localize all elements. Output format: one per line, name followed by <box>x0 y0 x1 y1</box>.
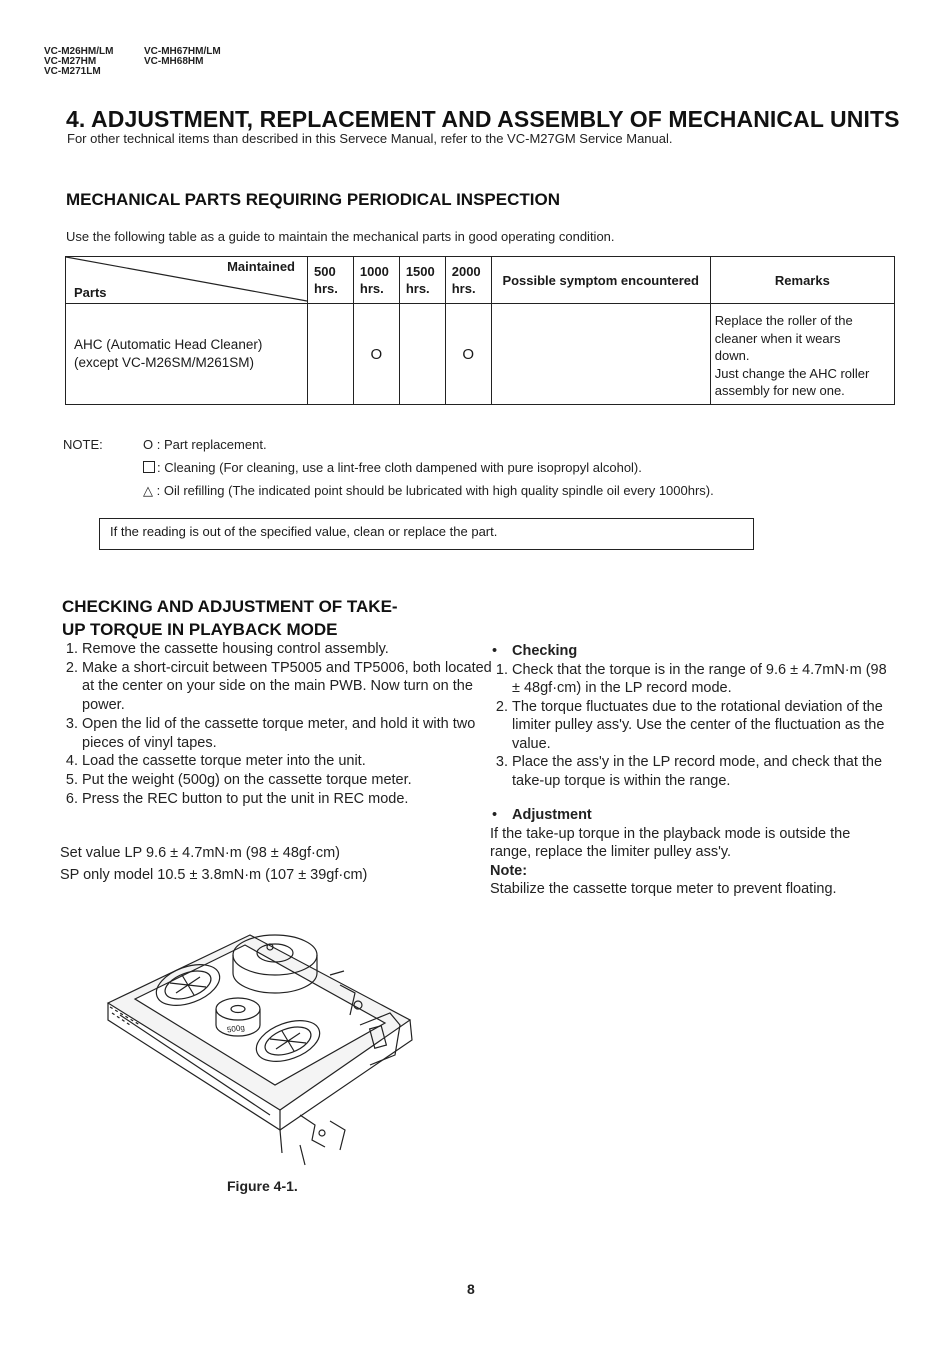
adjustment-note-text: Stabilize the cassette torque meter to prevent floating. <box>490 881 837 897</box>
table-row <box>66 304 895 405</box>
square-icon <box>143 461 155 473</box>
cassette-mechanism-figure <box>100 925 430 1170</box>
part-name-cell: AHC (Automatic Head Cleaner) (except VC-M26SM/M261SM) <box>66 304 308 405</box>
remarks-cell: Replace the roller of the cleaner when it wears down. Just change the AHC roller assembly for new one. <box>710 304 894 405</box>
column-header-hours: 1000 hrs. <box>353 257 399 304</box>
list-item: 3. Place the ass'y in the LP record mode, and check that the take-up torque is within the range. <box>512 753 892 790</box>
note-label: NOTE: <box>63 437 103 452</box>
list-item: 3. Open the lid of the cassette torque meter, and hold it with two pieces of vinyl tapes. <box>82 715 502 752</box>
list-item: 2. Make a short-circuit between TP5005 and TP5006, both located at the center on your side on the main PWB. Now turn on the power. <box>82 659 502 715</box>
column-header-hours: 2000 hrs. <box>445 257 491 304</box>
adjustment-text: If the take-up torque in the playback mode is outside the range, replace the limiter pulley ass'y. <box>490 825 851 860</box>
checking-list <box>490 661 892 791</box>
list-item: 1. Remove the cassette housing control assembly. <box>82 640 502 659</box>
column-header-remarks: Remarks <box>710 257 894 304</box>
mark-cell <box>308 304 354 405</box>
checking-adjustment-column <box>490 642 892 899</box>
note-item: O : Part replacement. <box>143 437 267 452</box>
section-heading-torque: CHECKING AND ADJUSTMENT OF TAKE- UP TORQUE IN PLAYBACK MODE <box>62 597 398 639</box>
intro-text: For other technical items than described in this Servece Manual, refer to the VC-M27GM Service Manual. <box>67 131 673 146</box>
symptom-cell <box>491 304 710 405</box>
set-value-lp: Set value LP 9.6 ± 4.7mN·m (98 ± 48gf·cm) <box>60 845 340 861</box>
bullet-icon: • <box>492 807 498 823</box>
model-name: VC-MH67HM/LM <box>144 46 221 57</box>
adjustment-heading: Adjustment <box>512 807 592 823</box>
set-value-sp: SP only model 10.5 ± 3.8mN·m (107 ± 39gf·cm) <box>60 867 368 883</box>
list-item: 1. Check that the torque is in the range of 9.6 ± 4.7mN·m (98 ± 48gf·cm) in the LP record mode. <box>512 661 892 698</box>
checking-heading: Checking <box>512 643 578 659</box>
corner-label-maintained: Maintained <box>227 259 295 274</box>
list-item: 4. Load the cassette torque meter into the unit. <box>82 752 502 771</box>
mark-cell: O <box>353 304 399 405</box>
page-number: 8 <box>467 1281 475 1297</box>
note-item: △ : Oil refilling (The indicated point should be lubricated with high quality spindle oil every 1000hrs). <box>143 483 714 498</box>
procedure-steps <box>60 640 502 808</box>
column-header-hours: 1500 hrs. <box>399 257 445 304</box>
list-item: 6. Press the REC button to put the unit in REC mode. <box>82 790 502 809</box>
section-heading-inspection: MECHANICAL PARTS REQUIRING PERIODICAL INSPECTION <box>66 190 560 209</box>
column-header-symptom: Possible symptom encountered <box>491 257 710 304</box>
note-item: : Cleaning (For cleaning, use a lint-free cloth dampened with pure isopropyl alcohol). <box>143 456 714 479</box>
page-title: 4. ADJUSTMENT, REPLACEMENT AND ASSEMBLY OF MECHANICAL UNITS <box>66 106 900 132</box>
bullet-icon: • <box>492 643 498 659</box>
set-value-block <box>60 842 367 886</box>
mark-cell <box>399 304 445 405</box>
model-name: VC-MH68HM <box>144 56 204 67</box>
model-name: VC-M27HM <box>44 56 97 67</box>
mechanism-drawing <box>100 925 430 1170</box>
weight-label: 500g <box>226 1023 246 1035</box>
model-name: VC-M271LM <box>44 66 101 77</box>
list-item: 2. The torque fluctuates due to the rotational deviation of the limiter pulley ass'y. Use the center of the fluctuation as the value. <box>512 698 892 754</box>
list-item: 5. Put the weight (500g) on the cassette torque meter. <box>82 771 502 790</box>
model-name: VC-M26HM/LM <box>44 46 114 57</box>
table-header-row <box>66 257 895 304</box>
figure-caption: Figure 4-1. <box>227 1178 298 1194</box>
mark-cell: O <box>445 304 491 405</box>
model-list <box>44 47 221 77</box>
table-corner-cell <box>66 257 308 304</box>
corner-label-parts: Parts <box>74 285 107 300</box>
maintenance-table <box>65 256 895 405</box>
column-header-hours: 500 hrs. <box>308 257 354 304</box>
table-guide-text: Use the following table as a guide to maintain the mechanical parts in good operating condition. <box>66 229 615 244</box>
callout-box: If the reading is out of the specified value, clean or replace the part. <box>99 518 754 550</box>
adjustment-note-label: Note: <box>490 862 528 879</box>
